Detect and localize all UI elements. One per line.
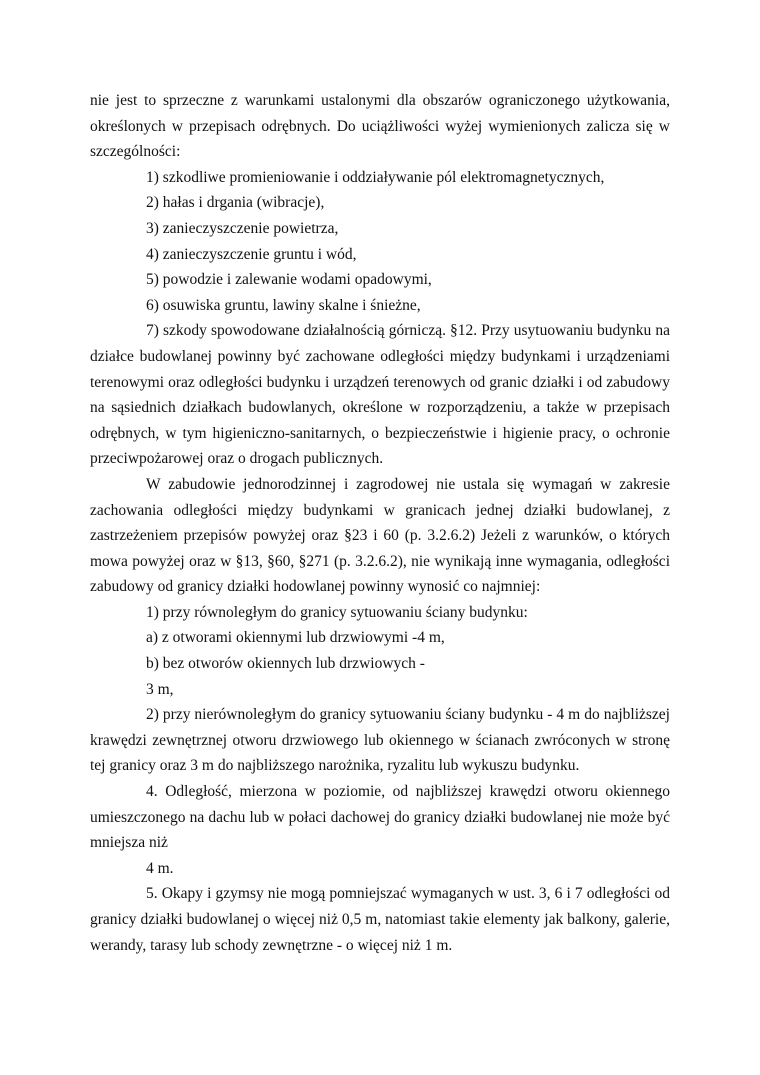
paragraph-roof-window: 4. Odległość, mierzona w poziomie, od najbliższej krawędzi otworu okiennego umieszczonego na dachu lub w połaci dachowej do granicy działki budowlanej nie może być mniejsza niż (90, 783, 670, 852)
list-item-air: 3) zanieczyszczenie powietrza, (146, 219, 339, 237)
document-body (90, 88, 670, 958)
paragraph-single-family: W zabudowie jednorodzinnej i zagrodowej nie ustala się wymagań w zakresie zachowania odległości między budynkami w granicach jednej działki budowlanej, z zastrzeżeniem przepisów powyżej oraz §23 i 60 (p. 3.2.6.2) Jeżeli z warunków, o których mowa powyżej oraz w §13, §60, §271 (p. 3.2.6.2), nie wynikają inne wymagania, odległości zabudowy od granicy działki hodowlanej powinny wynosić co najmniej: (90, 475, 670, 596)
paragraph-intro: nie jest to sprzeczne z warunkami ustalonymi dla obszarów ograniczonego użytkowania, określonych w przepisach odrębnych. Do uciążliwości wyżej wymienionych zalicza się w szczególności: (90, 92, 670, 161)
paragraph-section-12: 7) szkody spowodowane działalnością górniczą. §12. Przy usytuowaniu budynku na działce budowlanej powinny być zachowane odległości między budynkami i urządzeniami terenowymi oraz odległości budynku i urządzeń terenowych od granic działki i od zabudowy na sąsiednich działkach budowlanych, określone w rozporządzeniu, a także w przepisach odrębnych, w tym higieniczno-sanitarnych, o bezpieczeństwie i higienie pracy, o ochronie przeciwpożarowej oraz o drogach publicznych. (90, 322, 670, 468)
list-item-4m: 4 m. (146, 859, 174, 877)
list-item-soil: 4) zanieczyszczenie gruntu i wód, (146, 245, 357, 263)
list-item-flood: 5) powodzie i zalewanie wodami opadowymi, (146, 271, 432, 289)
list-item-noise: 2) hałas i drgania (wibracje), (146, 194, 325, 212)
list-item-parallel-wall: 1) przy równoległym do granicy sytuowaniu ściany budynku: (146, 603, 528, 621)
paragraph-nonparallel-wall: 2) przy nierównoległym do granicy sytuowaniu ściany budynku - 4 m do najbliższej krawędzi zewnętrznej otworu drzwiowego lub okiennego w ścianach zwróconych w stronę tej granicy oraz 3 m do najbliższego narożnika, ryzalitu lub wykuszu budynku. (90, 706, 670, 775)
list-item-landslide: 6) osuwiska gruntu, lawiny skalne i śnieżne, (146, 296, 421, 314)
list-item-3m: 3 m, (146, 680, 174, 698)
paragraph-eaves: 5. Okapy i gzymsy nie mogą pomniejszać wymaganych w ust. 3, 6 i 7 odległości od granicy działki budowlanej o więcej niż 0,5 m, natomiast takie elementy jak balkony, galerie, werandy, tarasy lub schody zewnętrzne - o więcej niż 1 m. (90, 885, 670, 954)
list-item-with-openings: a) z otworami okiennymi lub drzwiowymi -4 m, (146, 629, 445, 647)
list-item-without-openings: b) bez otworów okiennych lub drzwiowych - (146, 655, 425, 673)
list-item-emf: 1) szkodliwe promieniowanie i oddziaływanie pól elektromagnetycznych, (146, 168, 605, 186)
